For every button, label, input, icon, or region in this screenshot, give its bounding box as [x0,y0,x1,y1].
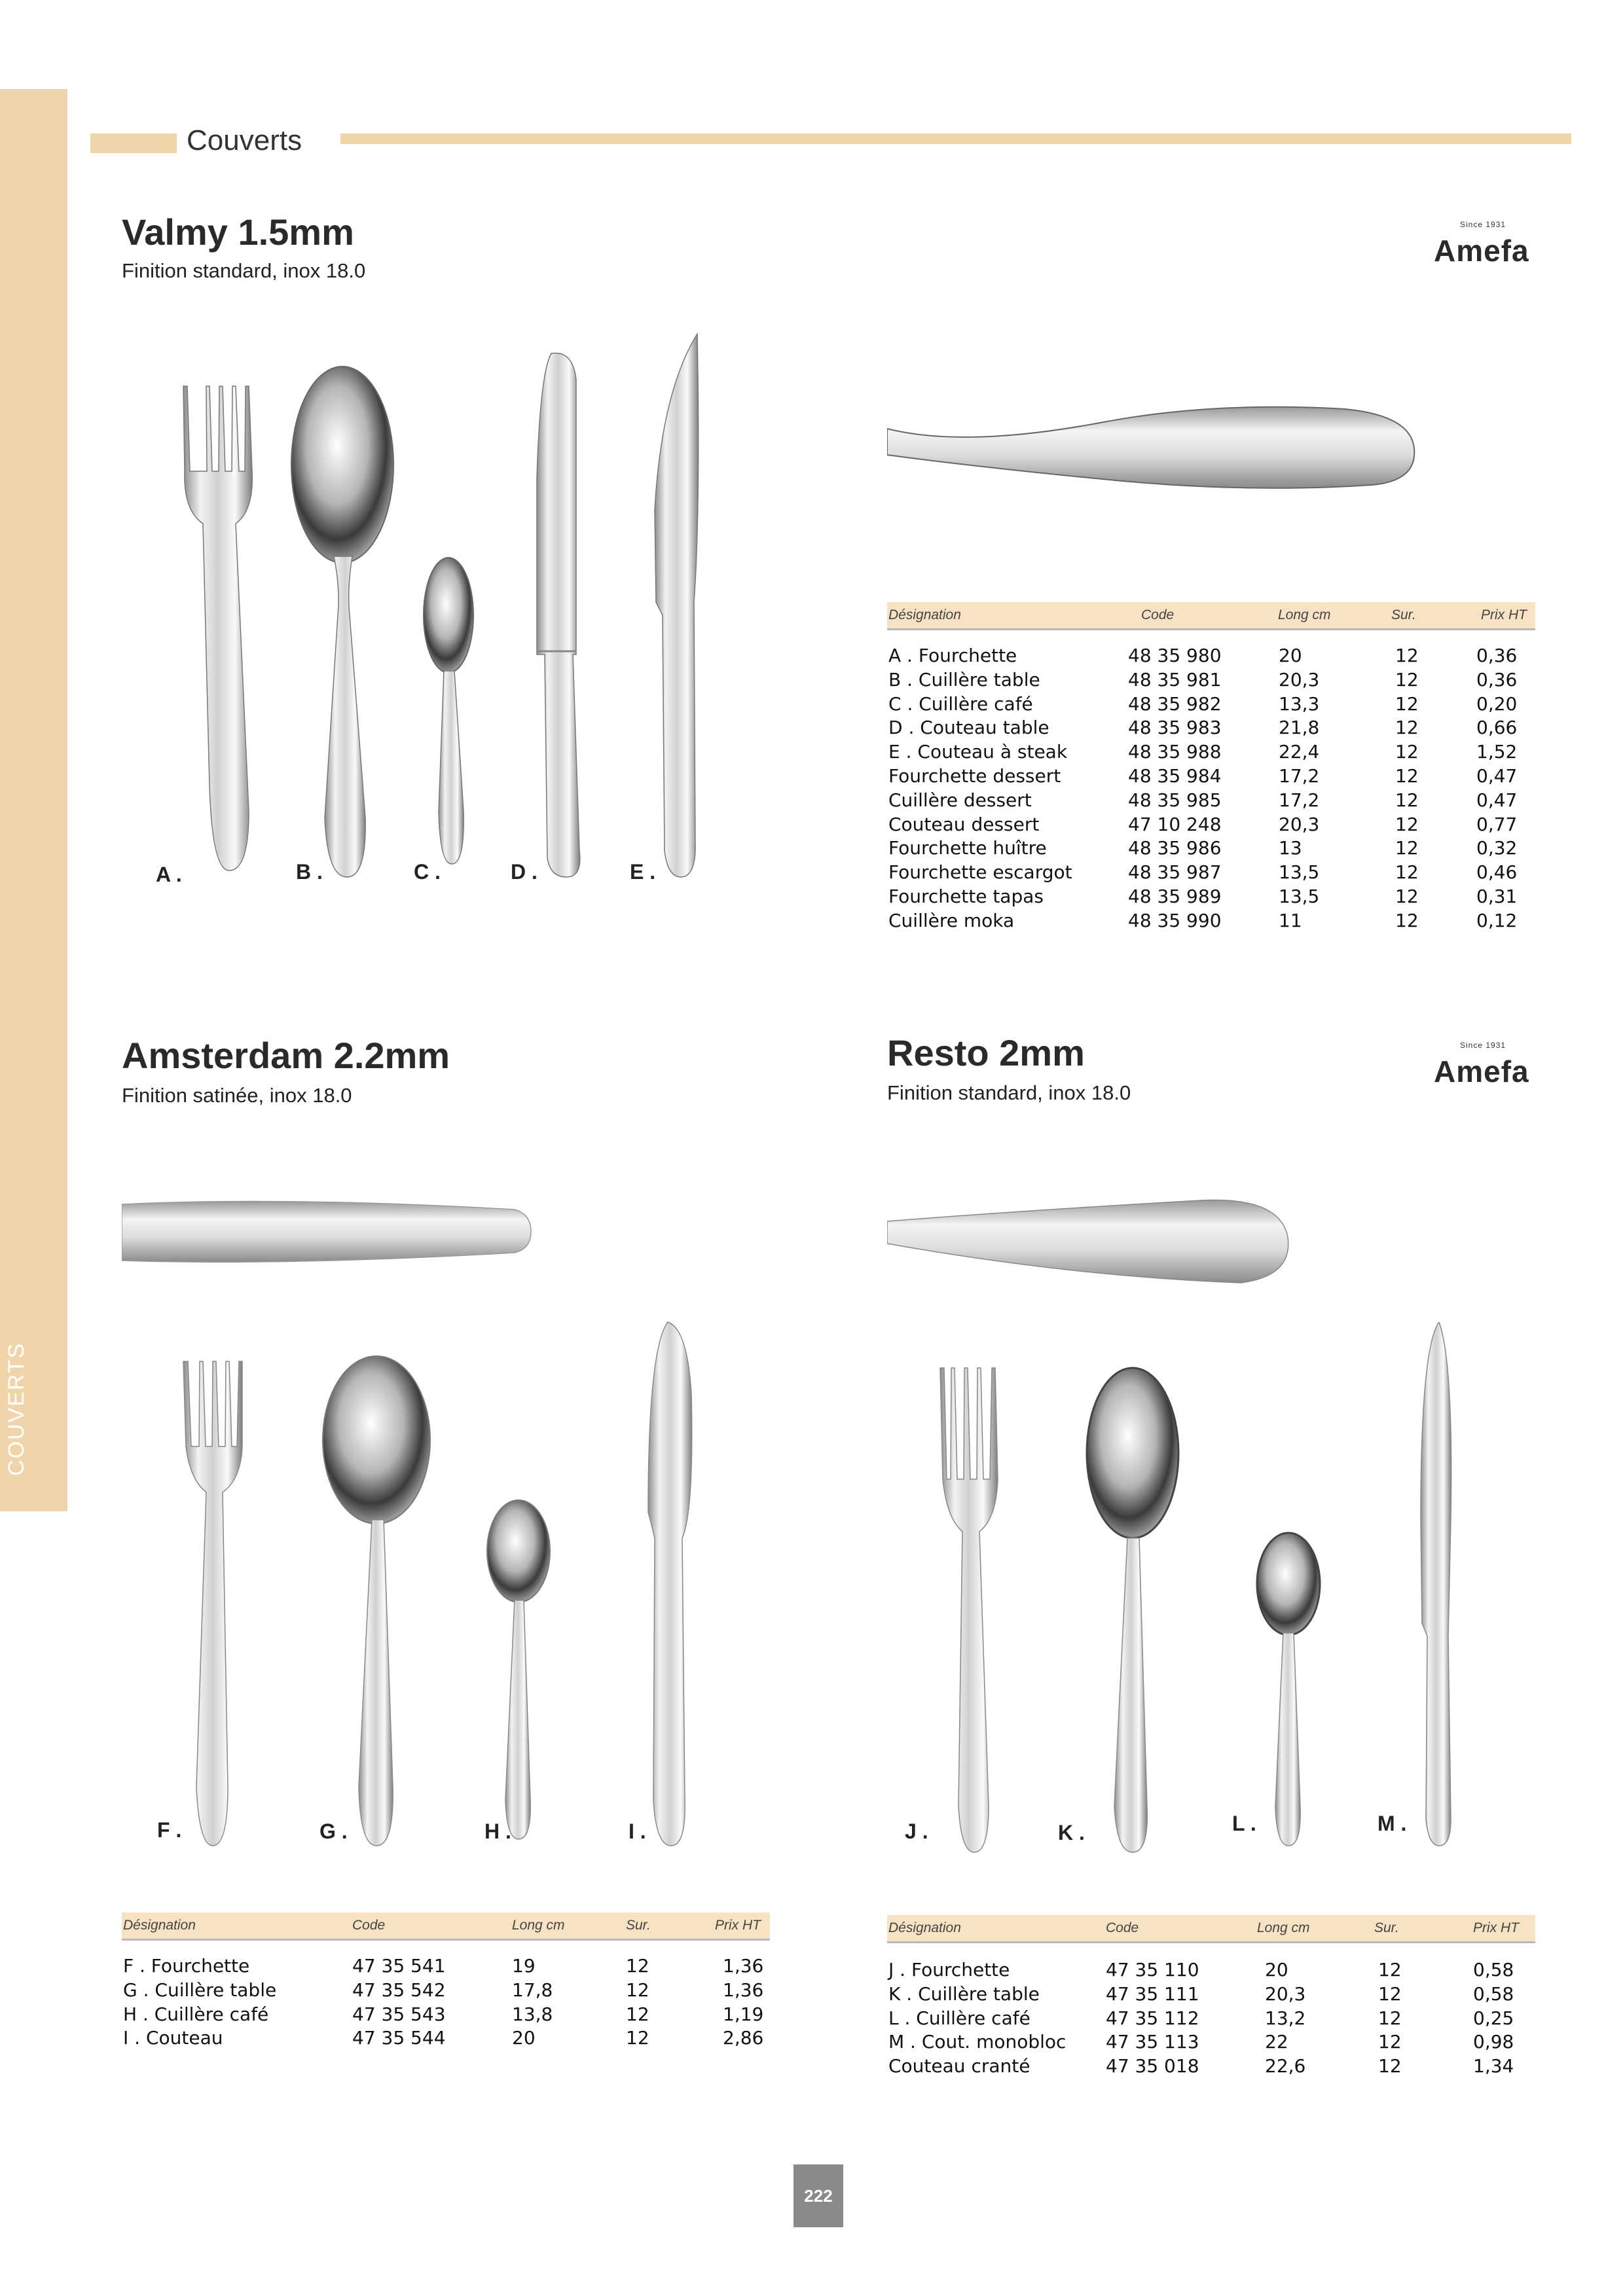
knife-icon [648,1322,692,1846]
amsterdam-label-g: G . [319,1820,348,1843]
valmy-cutlery-image [144,314,733,929]
cell-sur: 12 [1395,741,1419,763]
logo-brand: Amefa [1434,1054,1529,1088]
page-number: 222 [793,2164,843,2227]
amefa-logo [1434,1041,1552,1086]
cell-length: 20,3 [1265,1982,1306,2005]
amsterdam-title: Amsterdam 2.2mm [122,1035,450,1076]
cell-price: 0,32 [1476,837,1518,859]
cell-designation: Fourchette tapas [888,886,1044,907]
cell-length: 22 [1265,2031,1288,2053]
amsterdam-cutlery-image [151,1316,720,1859]
resto-label-l: L . [1232,1812,1256,1835]
cell-sur: 12 [1378,1959,1402,1981]
cell-length: 22,4 [1279,741,1320,763]
cell-price: 0,58 [1473,1982,1514,2005]
cell-price: 0,77 [1476,813,1518,835]
cell-price: 0,36 [1476,668,1518,691]
amsterdam-table-body [122,1955,770,2086]
cell-code: 48 35 982 [1128,692,1222,715]
cell-price: 0,66 [1476,717,1518,739]
teaspoon-icon [1257,1533,1320,1846]
cell-length: 17,8 [512,1979,553,2001]
cell-length: 17,2 [1279,765,1320,787]
cell-length: 13,2 [1265,2007,1306,2029]
cell-sur: 12 [1395,692,1419,715]
cell-designation: D . Couteau table [888,717,1049,739]
cell-code: 48 35 984 [1128,765,1222,787]
teaspoon-icon [487,1500,550,1839]
cell-sur: 12 [1395,645,1419,666]
teaspoon-icon [424,558,473,864]
cell-price: 1,19 [723,2003,764,2025]
cell-code: 48 35 985 [1128,789,1222,811]
cell-price: 1,34 [1473,2055,1514,2077]
cell-designation: I . Couteau [123,2027,223,2049]
col-price: Prix HT [1473,1920,1519,1935]
cell-code: 47 35 113 [1106,2031,1199,2053]
col-length: Long cm [1278,607,1331,622]
cell-code: 48 35 990 [1128,909,1222,931]
cell-designation: K . Cuillère table [888,1982,1040,2005]
logo-since: Since 1931 [1460,220,1506,229]
cell-designation: H . Cuillère café [123,2003,269,2025]
col-designation: Désignation [888,607,961,622]
valmy-label-b: B . [296,860,323,884]
cell-designation: A . Fourchette [888,645,1017,666]
cell-designation: Couteau dessert [888,813,1040,835]
cell-length: 21,8 [1279,717,1320,739]
section-title: Couverts [187,124,302,156]
cell-length: 13,3 [1279,692,1320,715]
cell-sur: 12 [1378,2055,1402,2077]
logo-brand: Amefa [1434,234,1529,268]
cell-length: 19 [512,1955,536,1977]
cell-sur: 12 [1395,861,1419,884]
cell-designation: F . Fourchette [123,1955,250,1977]
cell-price: 0,12 [1476,909,1518,931]
knife-icon [537,353,580,878]
valmy-subtitle: Finition standard, inox 18.0 [122,259,366,282]
cell-designation: L . Cuillère café [888,2007,1030,2029]
cell-length: 20,3 [1279,813,1320,835]
amsterdam-label-h: H . [484,1820,511,1843]
cell-sur: 12 [1378,2007,1402,2029]
resto-title: Resto 2mm [887,1032,1085,1073]
valmy-table-body [887,645,1535,939]
valmy-label-d: D . [511,860,538,884]
cell-designation: Fourchette escargot [888,861,1072,884]
cell-sur: 12 [1378,1982,1402,2005]
cell-length: 20,3 [1279,668,1320,691]
header-bar-left [90,134,177,153]
resto-label-k: K . [1058,1821,1085,1844]
cell-code: 47 35 110 [1106,1959,1199,1981]
resto-label-j: J . [905,1820,928,1843]
cell-length: 13 [1279,837,1302,859]
cell-price: 0,98 [1473,2031,1514,2053]
col-length: Long cm [512,1918,565,1933]
cell-sur: 12 [1395,813,1419,835]
cell-price: 0,31 [1476,886,1518,907]
col-price: Prix HT [1481,607,1527,622]
cell-designation: Fourchette huître [888,837,1047,859]
col-code: Code [1141,607,1175,622]
fork-icon [183,1361,242,1846]
cell-price: 2,86 [723,2027,764,2049]
amsterdam-table-header [122,1912,770,1941]
cell-code: 48 35 988 [1128,741,1222,763]
steak-knife-icon [655,334,699,877]
cell-code: 47 35 543 [352,2003,446,2025]
logo-since: Since 1931 [1460,1041,1506,1050]
cell-designation: M . Cout. monobloc [888,2031,1067,2053]
cell-sur: 12 [1395,789,1419,811]
cell-designation: Cuillère dessert [888,789,1032,811]
cell-price: 0,58 [1473,1959,1514,1981]
col-sur: Sur. [626,1918,651,1933]
cell-sur: 12 [626,2003,649,2025]
resto-table-header [887,1915,1535,1943]
resto-label-m: M . [1377,1812,1407,1835]
col-designation: Désignation [123,1918,196,1933]
valmy-label-a: A . [156,863,182,886]
cell-code: 47 35 111 [1106,1982,1199,2005]
valmy-label-c: C . [414,860,441,884]
cell-length: 13,5 [1279,861,1320,884]
cell-code: 47 35 112 [1106,2007,1199,2029]
spoon-icon [291,367,393,877]
cell-length: 20 [1265,1959,1288,1981]
fork-icon [940,1368,998,1852]
spoon-icon [1087,1368,1178,1852]
cell-sur: 12 [626,1955,649,1977]
cell-code: 48 35 986 [1128,837,1222,859]
cell-sur: 12 [1395,668,1419,691]
cell-price: 0,36 [1476,645,1518,666]
cell-length: 22,6 [1265,2055,1306,2077]
cell-designation: C . Cuillère café [888,692,1033,715]
cell-sur: 12 [626,2027,649,2049]
resto-handle-closeup [887,1198,1293,1296]
cell-price: 1,36 [723,1955,764,1977]
cell-sur: 12 [1395,909,1419,931]
amsterdam-handle-closeup [122,1198,534,1270]
side-band [0,89,67,1511]
cell-code: 48 35 983 [1128,717,1222,739]
cell-sur: 12 [1378,2031,1402,2053]
col-sur: Sur. [1391,607,1416,622]
col-length: Long cm [1257,1920,1310,1935]
valmy-label-e: E . [630,860,656,884]
valmy-handle-closeup [887,383,1424,514]
cell-price: 0,47 [1476,765,1518,787]
cell-sur: 12 [626,1979,649,2001]
cell-length: 11 [1279,909,1302,931]
resto-subtitle: Finition standard, inox 18.0 [887,1081,1131,1104]
cell-code: 47 35 018 [1106,2055,1199,2077]
valmy-title: Valmy 1.5mm [122,211,354,253]
valmy-table-header [887,602,1535,630]
col-code: Code [352,1918,386,1933]
fork-icon [183,386,252,870]
cell-code: 48 35 980 [1128,645,1222,666]
amsterdam-subtitle: Finition satinée, inox 18.0 [122,1084,352,1107]
cell-code: 48 35 981 [1128,668,1222,691]
col-price: Prix HT [715,1918,761,1933]
cell-price: 1,36 [723,1979,764,2001]
knife-icon [1421,1322,1451,1846]
cell-code: 48 35 987 [1128,861,1222,884]
header-bar-right [340,134,1571,144]
cell-price: 0,25 [1473,2007,1514,2029]
cell-code: 48 35 989 [1128,886,1222,907]
cell-designation: B . Cuillère table [888,668,1040,691]
cell-price: 0,46 [1476,861,1518,884]
cell-code: 47 10 248 [1128,813,1222,835]
cell-sur: 12 [1395,765,1419,787]
cell-designation: Cuillère moka [888,909,1015,931]
cell-code: 47 35 542 [352,1979,446,2001]
side-section-label [4,1417,30,1476]
spoon-icon [323,1356,430,1846]
col-designation: Désignation [888,1920,961,1935]
cell-length: 20 [1279,645,1302,666]
col-sur: Sur. [1374,1920,1399,1935]
cell-designation: Couteau cranté [888,2055,1030,2077]
cell-sur: 12 [1395,717,1419,739]
cell-designation: E . Couteau à steak [888,741,1068,763]
cell-length: 17,2 [1279,789,1320,811]
col-code: Code [1106,1920,1139,1935]
cell-price: 0,20 [1476,692,1518,715]
cell-sur: 12 [1395,886,1419,907]
cell-length: 13,8 [512,2003,553,2025]
cell-length: 13,5 [1279,886,1320,907]
cell-length: 20 [512,2027,536,2049]
amsterdam-label-f: F . [157,1818,182,1842]
cell-designation: Fourchette dessert [888,765,1061,787]
amsterdam-label-i: I . [629,1820,646,1843]
resto-table-body [887,1959,1535,2090]
cell-price: 0,47 [1476,789,1518,811]
cell-code: 47 35 544 [352,2027,446,2049]
cell-designation: J . Fourchette [888,1959,1010,1981]
cell-code: 47 35 541 [352,1955,446,1977]
cell-sur: 12 [1395,837,1419,859]
amefa-logo [1434,220,1552,266]
cell-designation: G . Cuillère table [123,1979,277,2001]
resto-cutlery-image [903,1322,1480,1865]
cell-price: 1,52 [1476,741,1518,763]
